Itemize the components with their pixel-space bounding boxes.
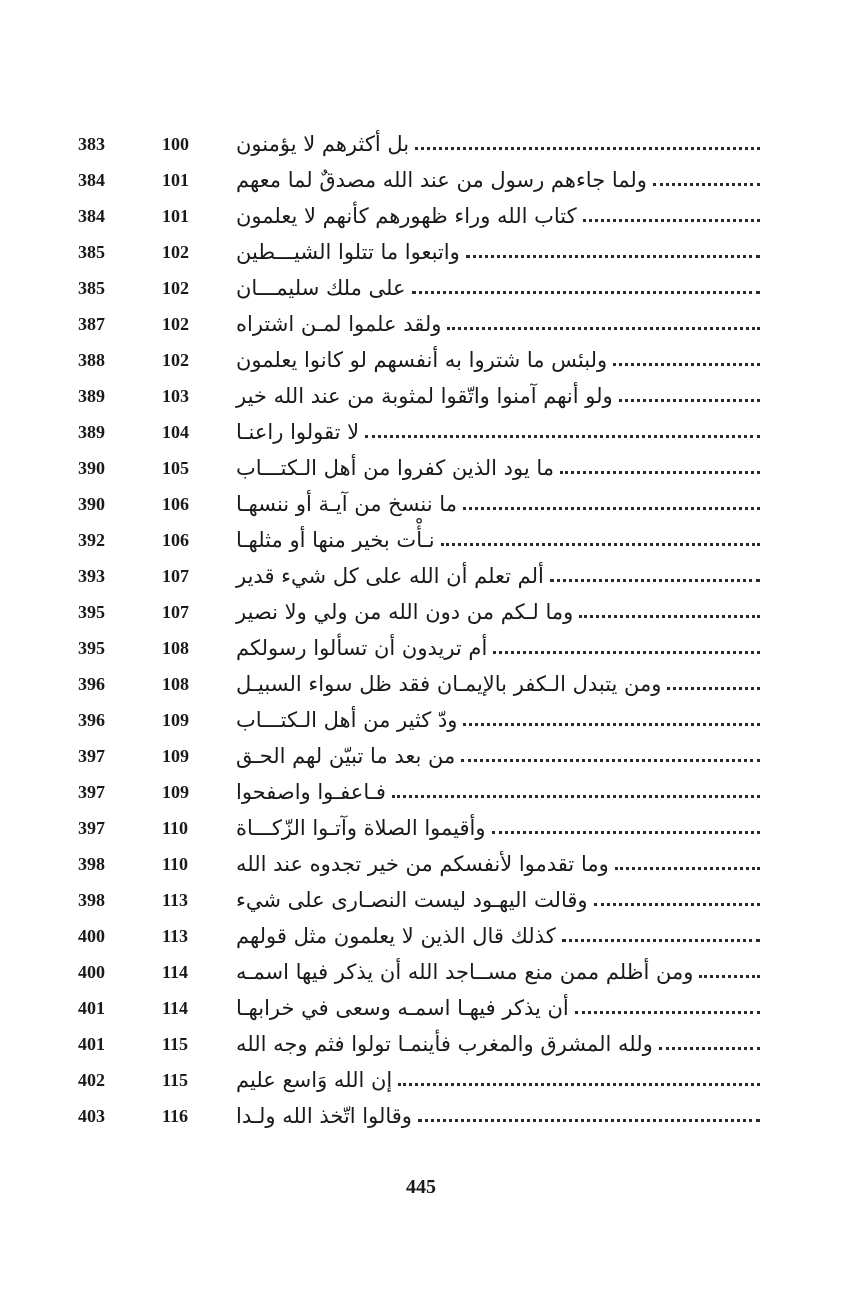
verse-number: 101 bbox=[162, 170, 189, 190]
page-reference: 401 bbox=[78, 998, 105, 1018]
verse-phrase: ولو أنهم آمنوا واتّقوا لمثوبة من عند الله خير bbox=[236, 384, 613, 408]
page-reference: 390 bbox=[78, 494, 105, 514]
verse-number: 109 bbox=[162, 710, 189, 730]
verse-phrase: وقالوا اتّخذ الله ولـدا bbox=[236, 1104, 412, 1128]
verse-number: 113 bbox=[162, 926, 189, 946]
index-entry bbox=[228, 992, 760, 1022]
verse-phrase: أن يذكر فيهـا اسمـه وسعى في خرابهـا bbox=[236, 996, 569, 1020]
verse-phrase: بل أكثرهم لا يؤمنون bbox=[236, 132, 410, 156]
index-row bbox=[60, 378, 760, 414]
verse-number: 114 bbox=[162, 998, 189, 1018]
page-reference: 400 bbox=[78, 962, 105, 982]
verse-number: 109 bbox=[162, 746, 189, 766]
verse-phrase: كذلك قال الذين لا يعلمون مثل قولهم bbox=[236, 924, 556, 948]
dot-leader bbox=[550, 579, 760, 582]
index-row bbox=[60, 306, 760, 342]
index-row bbox=[60, 810, 760, 846]
verse-phrase: ولبئس ما شتروا به أنفسهم لو كانوا يعلمون bbox=[236, 348, 608, 372]
dot-leader bbox=[493, 651, 760, 654]
dot-leader bbox=[613, 363, 760, 366]
index-entry bbox=[228, 452, 760, 482]
page-reference: 397 bbox=[78, 746, 105, 766]
verse-number: 108 bbox=[162, 638, 189, 658]
verse-phrase: وقالت اليهـود ليست النصـارى على شيء bbox=[236, 888, 588, 912]
index-entry bbox=[228, 164, 760, 194]
verse-number: 108 bbox=[162, 674, 189, 694]
verse-number: 107 bbox=[162, 566, 189, 586]
verse-number: 102 bbox=[162, 278, 189, 298]
verse-phrase: فـاعفـوا واصفحوا bbox=[236, 780, 386, 804]
index-entry bbox=[228, 272, 760, 302]
index-entry bbox=[228, 632, 760, 662]
verse-number: 102 bbox=[162, 314, 189, 334]
page-reference: 395 bbox=[78, 638, 105, 658]
verse-number: 114 bbox=[162, 962, 189, 982]
verse-phrase: نـأْت بخير منها أو مثلهـا bbox=[236, 528, 435, 552]
verse-number: 115 bbox=[162, 1070, 189, 1090]
index-row bbox=[60, 558, 760, 594]
index-entry bbox=[228, 848, 760, 878]
page-reference: 385 bbox=[78, 278, 105, 298]
index-entry bbox=[228, 812, 760, 842]
index-row bbox=[60, 234, 760, 270]
verse-number: 113 bbox=[162, 890, 189, 910]
dot-leader bbox=[441, 543, 760, 546]
index-row bbox=[60, 198, 760, 234]
dot-leader bbox=[415, 147, 760, 150]
index-row bbox=[60, 522, 760, 558]
index-row bbox=[60, 450, 760, 486]
dot-leader bbox=[594, 903, 760, 906]
index-row bbox=[60, 162, 760, 198]
index-entry bbox=[228, 920, 760, 950]
index-entry bbox=[228, 308, 760, 338]
verse-number: 102 bbox=[162, 350, 189, 370]
verse-phrase: ما يود الذين كفروا من أهل الـكتـــاب bbox=[236, 456, 555, 480]
verse-phrase: لا تقولوا راعنـا bbox=[236, 420, 360, 444]
index-row bbox=[60, 1026, 760, 1062]
index-row bbox=[60, 846, 760, 882]
verse-number: 105 bbox=[162, 458, 189, 478]
verse-phrase: وما تقدموا لأنفسكم من خير تجدوه عند الله bbox=[236, 852, 609, 876]
page-reference: 402 bbox=[78, 1070, 105, 1090]
index-entry bbox=[228, 128, 760, 158]
verse-number: 104 bbox=[162, 422, 189, 442]
dot-leader bbox=[461, 759, 760, 762]
index-entry bbox=[228, 776, 760, 806]
page-reference: 389 bbox=[78, 386, 105, 406]
verse-phrase: من بعد ما تبيّن لهم الحـق bbox=[236, 744, 456, 768]
index-row bbox=[60, 738, 760, 774]
index-entry bbox=[228, 560, 760, 590]
page-reference: 383 bbox=[78, 134, 105, 154]
verse-number: 102 bbox=[162, 242, 189, 262]
page-reference: 395 bbox=[78, 602, 105, 622]
index-entry bbox=[228, 380, 760, 410]
index-entry bbox=[228, 740, 760, 770]
verse-phrase: على ملك سليمـــان bbox=[236, 276, 406, 300]
index-row bbox=[60, 594, 760, 630]
index-row bbox=[60, 126, 760, 162]
index-row bbox=[60, 774, 760, 810]
dot-leader bbox=[447, 327, 760, 330]
dot-leader bbox=[392, 795, 760, 798]
index-entry bbox=[228, 1100, 760, 1130]
index-entry bbox=[228, 1064, 760, 1094]
index-entry bbox=[228, 884, 760, 914]
index-entry bbox=[228, 524, 760, 554]
dot-leader bbox=[615, 867, 760, 870]
verse-phrase: وما لـكم من دون الله من ولي ولا نصير bbox=[236, 600, 574, 624]
verse-phrase: واتبعوا ما تتلوا الشيـــطين bbox=[236, 240, 460, 264]
index-entry bbox=[228, 200, 760, 230]
index-entry bbox=[228, 1028, 760, 1058]
index-row bbox=[60, 990, 760, 1026]
page-reference: 397 bbox=[78, 782, 105, 802]
verse-number: 116 bbox=[162, 1106, 189, 1126]
page-reference: 403 bbox=[78, 1106, 105, 1126]
dot-leader bbox=[466, 255, 760, 258]
page-reference: 398 bbox=[78, 890, 105, 910]
dot-leader bbox=[667, 687, 760, 690]
index-entry bbox=[228, 596, 760, 626]
page-reference: 384 bbox=[78, 206, 105, 226]
index-row bbox=[60, 1098, 760, 1134]
verse-number: 107 bbox=[162, 602, 189, 622]
index-entry bbox=[228, 956, 760, 986]
verse-phrase: ألم تعلم أن الله على كل شيء قدير bbox=[236, 564, 544, 588]
page-reference: 388 bbox=[78, 350, 105, 370]
verse-number: 106 bbox=[162, 494, 189, 514]
index-entry bbox=[228, 704, 760, 734]
verse-phrase: أم تريدون أن تسألوا رسولكم bbox=[236, 636, 488, 660]
verse-number: 101 bbox=[162, 206, 189, 226]
dot-leader bbox=[398, 1083, 760, 1086]
index-row bbox=[60, 414, 760, 450]
page-reference: 390 bbox=[78, 458, 105, 478]
dot-leader bbox=[619, 399, 760, 402]
index-row bbox=[60, 1062, 760, 1098]
index-row bbox=[60, 342, 760, 378]
index-entry bbox=[228, 416, 760, 446]
page-reference: 384 bbox=[78, 170, 105, 190]
dot-leader bbox=[560, 471, 760, 474]
index-row bbox=[60, 954, 760, 990]
verse-phrase: ولله المشرق والمغرب فأينمـا تولوا فثم وجه الله bbox=[236, 1032, 653, 1056]
page-reference: 387 bbox=[78, 314, 105, 334]
verse-number: 109 bbox=[162, 782, 189, 802]
page-reference: 398 bbox=[78, 854, 105, 874]
index-row bbox=[60, 666, 760, 702]
dot-leader bbox=[492, 831, 760, 834]
dot-leader bbox=[412, 291, 760, 294]
verse-number: 100 bbox=[162, 134, 189, 154]
index-entry bbox=[228, 236, 760, 266]
index-row bbox=[60, 702, 760, 738]
index-entry bbox=[228, 344, 760, 374]
index-row bbox=[60, 486, 760, 522]
verse-phrase: ومن أظلم ممن منع مســاجد الله أن يذكر فيها اسمـه bbox=[236, 960, 694, 984]
dot-leader bbox=[579, 615, 760, 618]
verse-number: 110 bbox=[162, 854, 189, 874]
index-row bbox=[60, 918, 760, 954]
dot-leader bbox=[562, 939, 760, 942]
verse-phrase: كتاب الله وراء ظهورهم كأنهم لا يعلمون bbox=[236, 204, 577, 228]
page-reference: 396 bbox=[78, 674, 105, 694]
index-row bbox=[60, 630, 760, 666]
page-number: 445 bbox=[406, 1176, 436, 1198]
index-table bbox=[60, 126, 760, 1134]
page-reference: 385 bbox=[78, 242, 105, 262]
index-row bbox=[60, 882, 760, 918]
verse-number: 110 bbox=[162, 818, 189, 838]
page-reference: 400 bbox=[78, 926, 105, 946]
page-reference: 389 bbox=[78, 422, 105, 442]
dot-leader bbox=[653, 183, 760, 186]
index-row bbox=[60, 270, 760, 306]
verse-phrase: ولقد علموا لمـن اشتراه bbox=[236, 312, 442, 336]
dot-leader bbox=[463, 507, 760, 510]
verse-phrase: وأقيموا الصلاة وآتـوا الزّكـــاة bbox=[236, 816, 486, 840]
verse-phrase: ومن يتبدل الـكفر بالإيمـان فقد ظل سواء السبيـل bbox=[236, 672, 662, 696]
verse-number: 106 bbox=[162, 530, 189, 550]
index-entry bbox=[228, 668, 760, 698]
dot-leader bbox=[418, 1119, 760, 1122]
verse-number: 103 bbox=[162, 386, 189, 406]
verse-phrase: ودّ كثير من أهل الـكتـــاب bbox=[236, 708, 458, 732]
dot-leader bbox=[463, 723, 760, 726]
page-reference: 397 bbox=[78, 818, 105, 838]
page-reference: 392 bbox=[78, 530, 105, 550]
dot-leader bbox=[365, 435, 760, 438]
verse-number: 115 bbox=[162, 1034, 189, 1054]
dot-leader bbox=[583, 219, 760, 222]
page-reference: 396 bbox=[78, 710, 105, 730]
page-reference: 401 bbox=[78, 1034, 105, 1054]
verse-phrase: ولما جاءهم رسول من عند الله مصدقٌ لما معهم bbox=[236, 168, 647, 192]
page-reference: 393 bbox=[78, 566, 105, 586]
dot-leader bbox=[659, 1047, 760, 1050]
dot-leader bbox=[699, 975, 760, 978]
index-entry bbox=[228, 488, 760, 518]
verse-phrase: إن الله وَاسع عليم bbox=[236, 1068, 393, 1092]
dot-leader bbox=[575, 1011, 760, 1014]
verse-phrase: ما ننسخ من آيـة أو ننسهـا bbox=[236, 492, 457, 516]
